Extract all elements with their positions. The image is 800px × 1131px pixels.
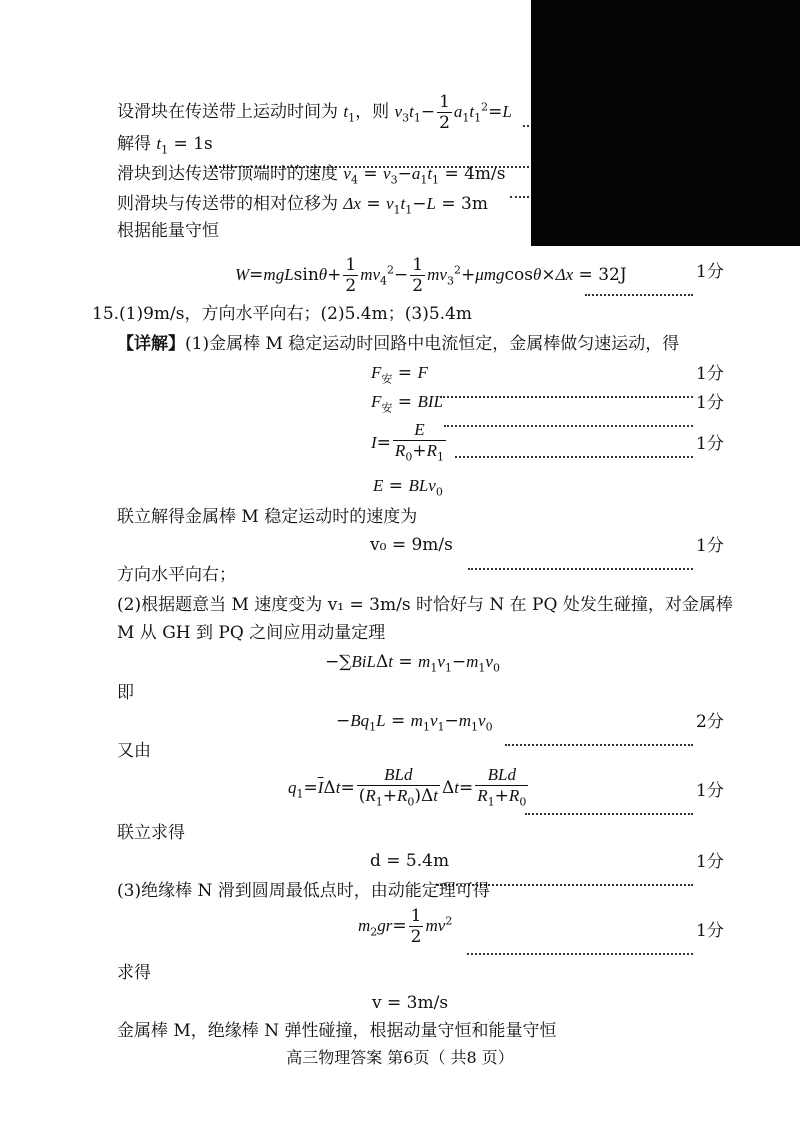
score-mark: 1分 [696, 781, 724, 801]
page-footer: 高三物理答案 第6页（ 共8 页） [286, 1048, 514, 1067]
text-part3: (3)绝缘棒 N 滑到圆周最低点时，由动能定理可得 [117, 881, 490, 901]
redaction-block [531, 0, 800, 246]
leader-dots [440, 374, 693, 398]
eq-current: I= $\frac{E}{R_0+R_1}$ [371, 420, 444, 464]
text-direction: 方向水平向右； [117, 565, 236, 585]
eq-charge: $q_1=\overline{I}\Delta t=$ $\frac{\text{BLd}}{(R_1+R_0)\Delta t}$ Δt= $\frac{\text{BLd}}{R_1+R_0}$ [288, 765, 527, 809]
line-time-eq: 设滑块在传送带上运动时间为 $t_1$，则 $v_3t_1-$ $\frac{1}{2}$ $a_1t_1^2=L$ [117, 92, 512, 133]
text-qiude: 求得 [117, 963, 151, 983]
leader-dots [455, 434, 693, 458]
leader-dots [505, 722, 693, 746]
text-solve-v: 联立解得金属棒 M 稳定运动时的速度为 [117, 507, 418, 527]
line-relative-disp: 则滑块与传送带的相对位移为 $\Delta x = v_1t_1-L = 3m$ [117, 194, 488, 217]
text-last: 金属棒 M，绝缘棒 N 弹性碰撞，根据动量守恒和能量守恒 [117, 1021, 557, 1041]
leader-dots [525, 791, 693, 815]
eq-force-balance: $F_安 = F$ [371, 363, 428, 386]
eq-momentum-theorem: $-\sum BiL\Delta t = m_1v_1-m_1v_0$ [325, 652, 500, 675]
eq-momentum-charge: $-Bq_1L = m_1v_1-m_1v_0$ [336, 711, 493, 734]
leader-dots [444, 403, 693, 427]
leader-dots [585, 272, 693, 296]
eq-v: v = 3m/s [372, 993, 449, 1013]
q15-answer: 15.(1)9m/s，方向水平向右；(2)5.4m；(3)5.4m [92, 304, 472, 324]
eq-emf: E = BLv$_0$ [373, 476, 443, 499]
equation-work: W=mgLsinθ+ $\frac{1}{2}$ $mv_4^2-$ $\frac{1}{2}$ $mv_3^2+\mu mgcos\theta\times\Delta x = 32J$ [235, 255, 627, 296]
eq-ampere-force: $F_安$ = BIL [371, 392, 443, 415]
score-mark: 1分 [696, 852, 724, 872]
line-energy-conservation: 根据能量守恒 [117, 221, 219, 241]
leader-dots [468, 546, 693, 570]
score-mark: 1分 [696, 364, 724, 384]
q15-detail [117, 333, 679, 355]
detail-text: (1)金属棒 M 稳定运动时回路中电流恒定，金属棒做匀速运动，得 [185, 334, 680, 354]
score-mark: 1分 [696, 536, 724, 556]
eq-d: d = 5.4m [370, 851, 450, 871]
score-mark: 1分 [696, 434, 724, 454]
eq-kinetic-energy: $m_2gr=$ $\frac{1}{2}$ $mv^2$ [358, 906, 453, 947]
detail-tag: 【详解】 [117, 334, 185, 354]
text-part2-b: M 从 GH 到 PQ 之间应用动量定理 [117, 623, 386, 643]
text-you-you: 又由 [117, 741, 151, 761]
score-mark: 2分 [696, 712, 724, 732]
leader-dots [467, 931, 693, 955]
text-lianli: 联立求得 [117, 823, 185, 843]
text-ji: 即 [117, 683, 134, 703]
line-solve-t1: 解得 $t_1 = 1s$ [117, 134, 213, 157]
score-mark: 1分 [696, 262, 724, 282]
line-velocity-v4: 滑块到达传送带顶端时的速度 $v_4 = v_3-a_1t_1 = 4m/s$ [117, 164, 506, 187]
score-mark: 1分 [696, 393, 724, 413]
score-mark: 1分 [696, 921, 724, 941]
text-part2-a: (2)根据题意当 M 速度变为 v₁ = 3m/s 时恰好与 N 在 PQ 处发生碰撞，对金属棒 [117, 595, 733, 615]
eq-v0: v₀ = 9m/s [370, 535, 453, 555]
